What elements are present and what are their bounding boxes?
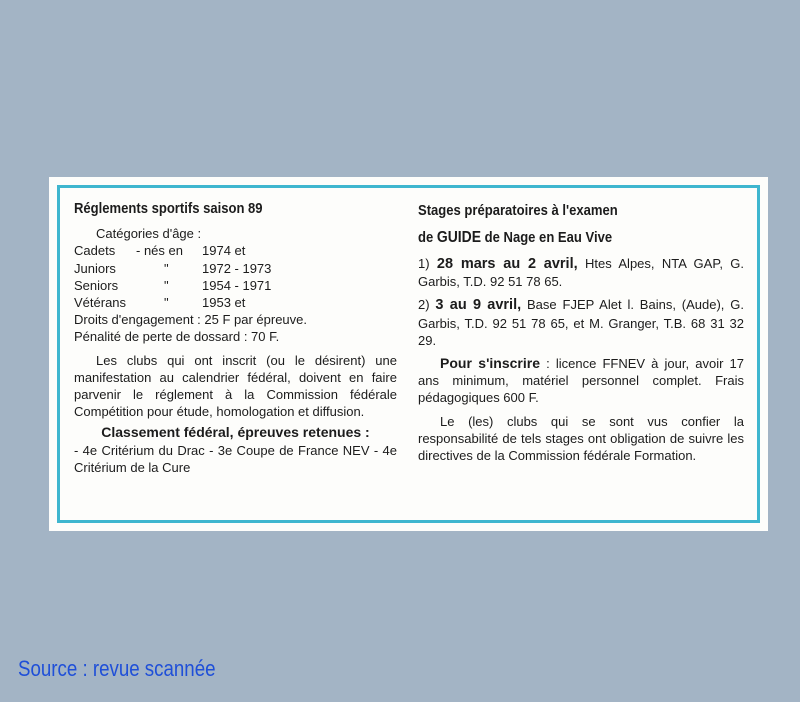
left-column xyxy=(74,201,397,476)
title-prefix: de xyxy=(418,230,437,246)
category-years: 1974 et xyxy=(202,243,246,259)
category-mark: " xyxy=(164,295,169,311)
category-row xyxy=(74,242,397,259)
categories-list xyxy=(74,242,397,311)
guide-word: GUIDE xyxy=(436,229,482,246)
category-mark: - nés en xyxy=(136,243,183,259)
category-name: Cadets xyxy=(74,243,116,259)
category-row xyxy=(74,294,397,311)
category-years: 1953 et xyxy=(202,295,246,311)
stage-2 xyxy=(418,296,744,349)
stage-1 xyxy=(418,255,744,290)
category-row xyxy=(74,277,397,294)
stage-2-dates: 3 au 9 avril, xyxy=(435,297,522,314)
stage-1-details: Htes Alpes, NTA GAP, G. Garbis, T.D. 92 51 78 65. xyxy=(418,256,745,290)
inscription-text: : licence FFNEV à jour, avoir 17 ans minimum, matériel personnel complet. Frais pédagogiques 600 F. xyxy=(418,356,744,406)
title-suffix: de Nage en Eau Vive xyxy=(481,230,613,246)
stage-1-dates: 28 mars au 2 avril, xyxy=(436,256,578,272)
right-title-line2 xyxy=(418,227,711,249)
category-years: 1954 - 1971 xyxy=(202,277,272,293)
left-title: Réglements sportifs saison 89 xyxy=(74,201,263,217)
stage-1-number: 1) xyxy=(418,256,437,271)
fees-text: Droits d'engagement : 25 F par épreuve. xyxy=(74,312,308,328)
classement-text: - 4e Critérium du Drac - 3e Coupe de France NEV - 4e Critérium de la Cure xyxy=(74,442,397,475)
stage-2-number: 2) xyxy=(418,297,436,313)
penalty-text: Pénalité de perte de dossard : 70 F. xyxy=(74,329,280,345)
stage-2-details: Base FJEP Alet l. Bains, (Aude), G. Garbis, T.D. 92 51 78 65, et M. Granger, T.B. 68 31 32 29. xyxy=(418,297,744,348)
source-caption: Source : revue scannée xyxy=(18,656,216,681)
inscription-label: Pour s'inscrire xyxy=(440,355,540,372)
categories-heading: Catégories d'âge : xyxy=(96,226,202,242)
category-name: Vétérans xyxy=(74,295,127,311)
right-column xyxy=(418,201,744,464)
closing-paragraph: Le (les) clubs qui se sont vus confier la responsabilité de tels stages ont obligation de suivre les directives de la Commission fédérale Formation. xyxy=(418,413,744,464)
inscription-paragraph xyxy=(418,355,744,407)
category-mark: " xyxy=(164,277,169,293)
category-row xyxy=(74,260,397,277)
clubs-paragraph: Les clubs qui ont inscrit (ou le désirent) une manifestation au calendrier fédéral, doivent en faire parvenir le réglement à la Commission fédérale Compétition pour étude, homologation et diffusion. xyxy=(74,352,397,420)
right-title-line1: Stages préparatoires à l'examen xyxy=(418,203,618,219)
category-name: Seniors xyxy=(74,277,119,293)
category-years: 1972 - 1973 xyxy=(202,260,272,276)
category-mark: " xyxy=(164,260,169,276)
scanned-article xyxy=(49,177,768,531)
classement-heading: Classement fédéral, épreuves retenues : xyxy=(101,424,370,441)
category-name: Juniors xyxy=(74,260,116,276)
